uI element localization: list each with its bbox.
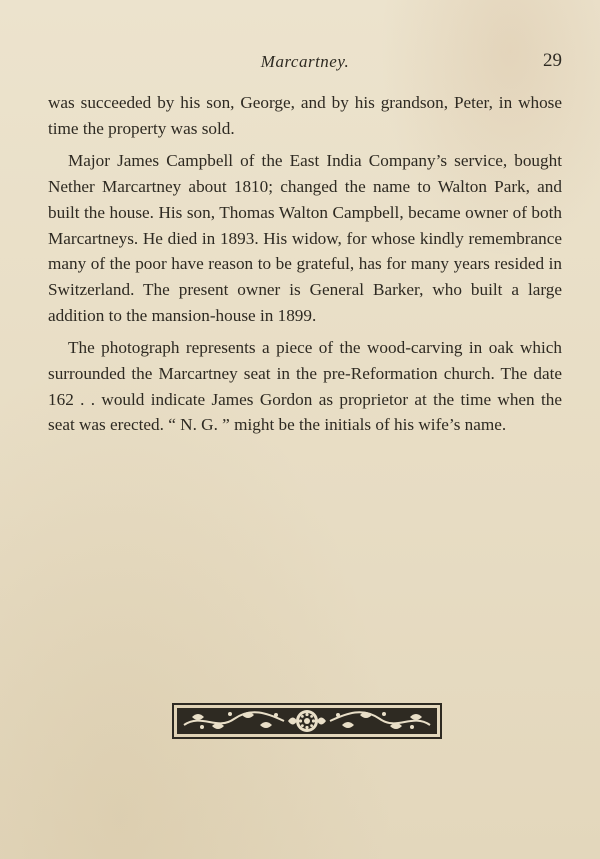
paragraph-2: Major James Campbell of the East India Company’s service, bought Nether Marcartney about 1810; changed the name to Walton Park, and built the house. His son, Thomas Walton Campbell, became owner of both Marcartneys. He died in 1893. His widow, for whose kindly remembrance many of the poor have reason to be grateful, has for many years resided in Switzerland. The present owner is General Barker, who built a large addition to the mansion-house in 1899. [48,151,562,325]
body-text [48,90,562,445]
page-number: 29 [543,50,562,71]
paragraph-3: The photograph represents a piece of the wood-carving in oak which surrounded the Marcartney seat in the pre-Reformation church. The date 162 . . would indicate James Gordon as proprietor at the time when the seat was erected. “ N. G. ” might be the initials of his wife’s name. [48,338,562,435]
floral-tailpiece-icon [172,703,442,739]
running-title: Marcartney. [260,52,350,71]
running-head [48,50,562,74]
paragraph-1: was succeeded by his son, George, and by his grandson, Peter, in whose time the property was sold. [48,93,562,138]
